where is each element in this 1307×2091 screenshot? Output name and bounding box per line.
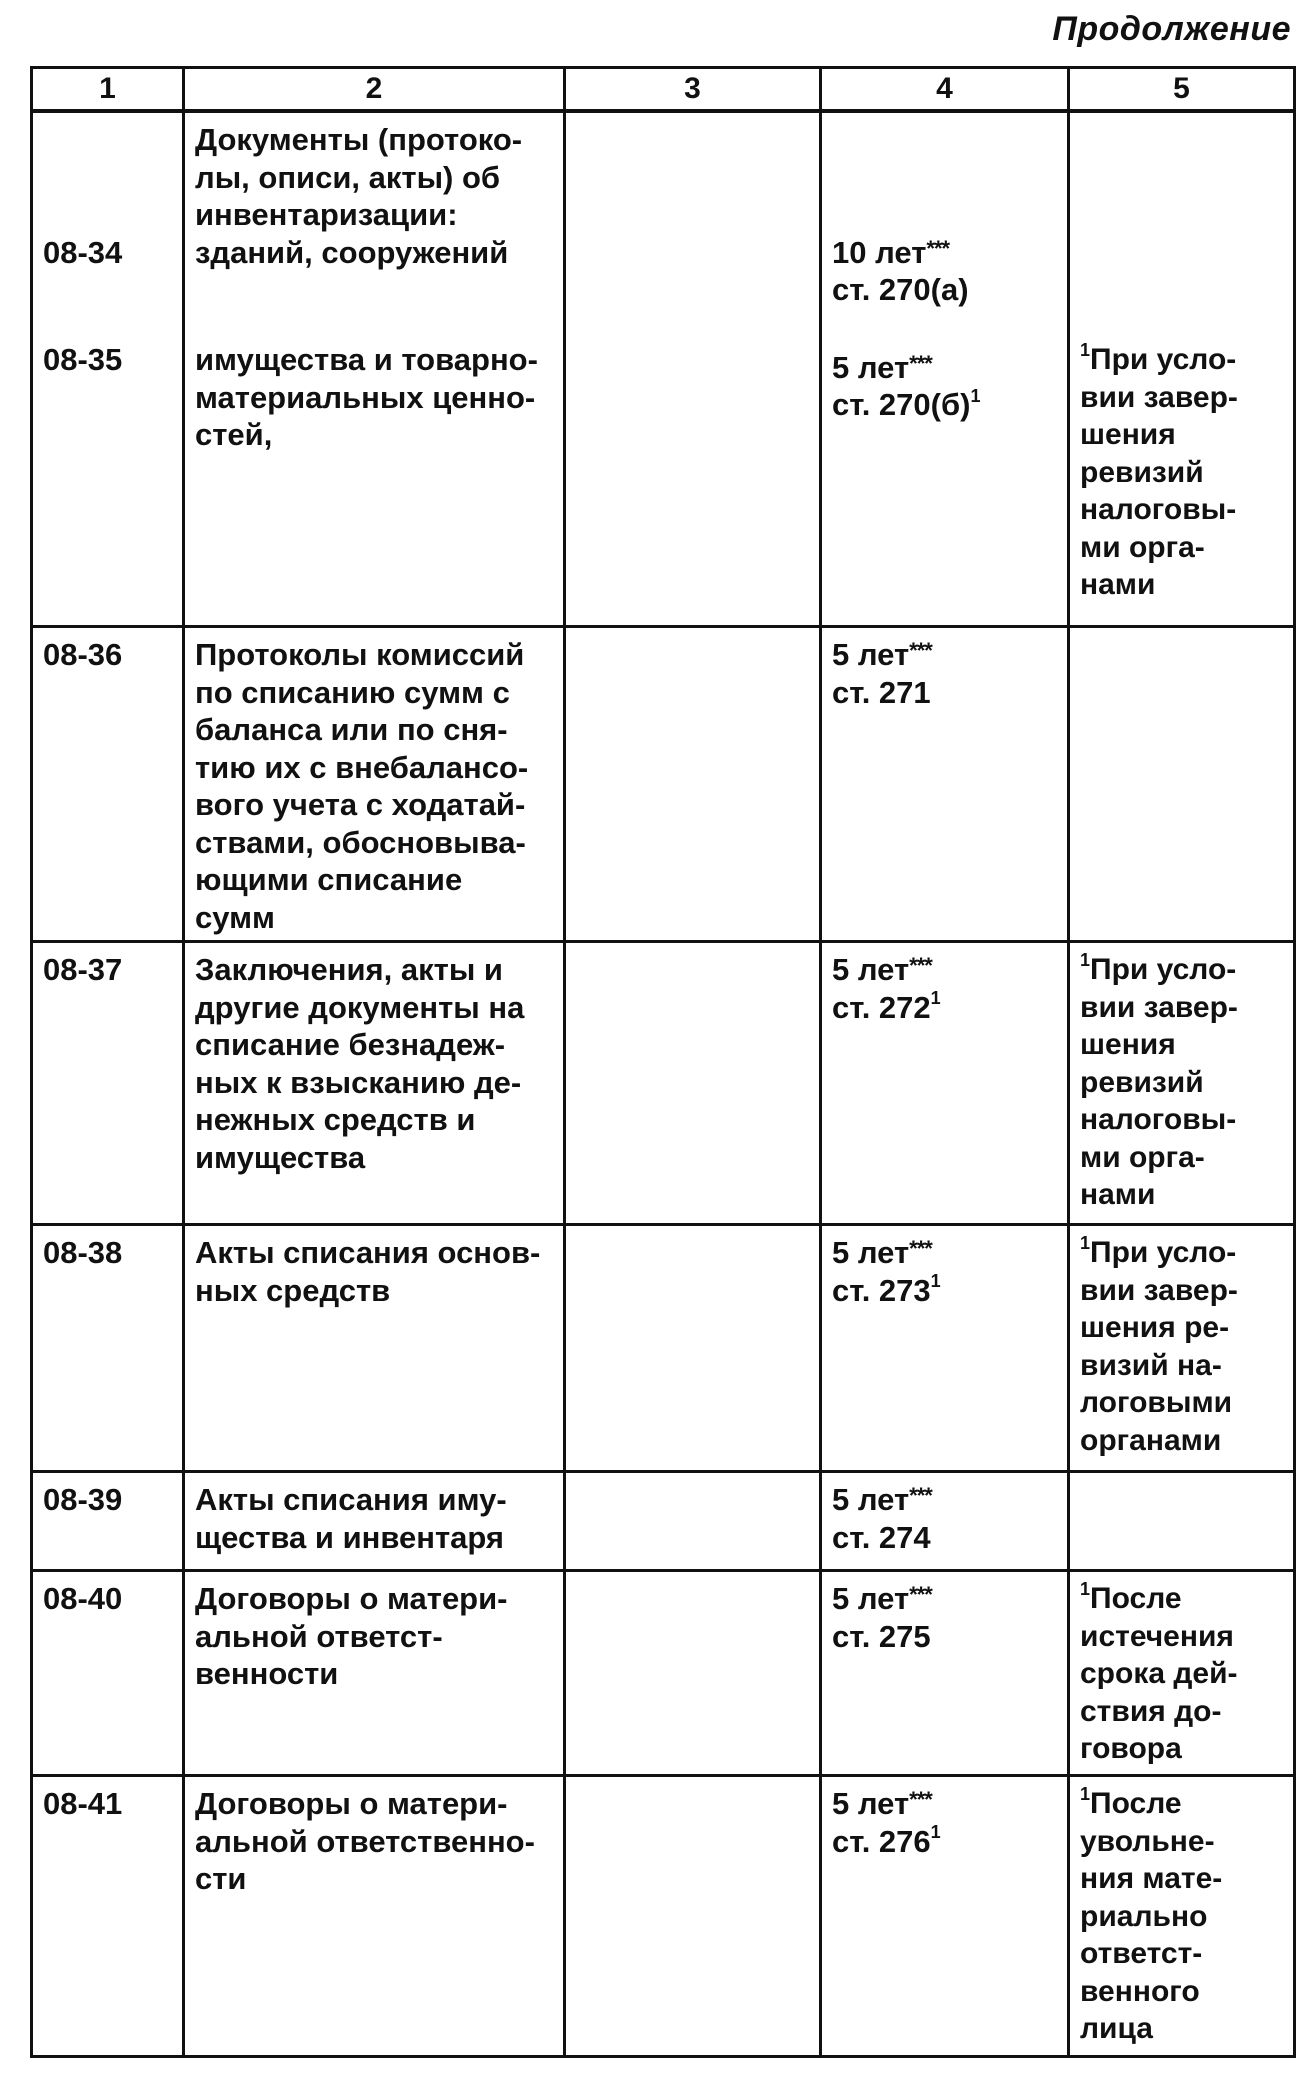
description-line: по списанию сумм с xyxy=(195,674,510,710)
table-row xyxy=(32,627,1295,942)
description-line: сумм xyxy=(195,899,275,935)
document-code: 08-41 xyxy=(43,1786,123,1821)
note-line: шения xyxy=(1080,1028,1176,1061)
note-line: риально xyxy=(1080,1899,1208,1933)
description-line: нежных средств и xyxy=(195,1102,476,1137)
description-line: ных к взысканию де- xyxy=(195,1064,522,1100)
article-reference: ст. $273^1$ xyxy=(832,1271,941,1308)
article-reference: ст. $276^1$ xyxy=(832,1822,941,1859)
document-code: 08-35 xyxy=(43,342,123,377)
code-cell xyxy=(32,942,184,1225)
description-cell xyxy=(184,1571,565,1776)
table-row xyxy=(32,942,1295,1225)
description-line: зданий, сооружений xyxy=(195,234,509,270)
description-line: стей, xyxy=(195,417,273,452)
note-line: ответст- xyxy=(1080,1937,1203,1970)
retention-term: 5 лет*** xyxy=(832,637,932,672)
document-code: 08-37 xyxy=(43,952,123,987)
note-line: лица xyxy=(1080,2012,1153,2045)
footnote-mark: 1 xyxy=(1080,1579,1091,1599)
note-cell xyxy=(1069,627,1295,942)
column-header-1: 1 xyxy=(32,68,184,112)
footnote-mark: 1 xyxy=(930,988,941,1009)
code-cell xyxy=(32,1571,184,1776)
table-row xyxy=(32,1225,1295,1472)
retention-term: 10 лет*** xyxy=(832,234,950,270)
empty-cell xyxy=(565,1472,821,1571)
description-line: Протоколы комиссий xyxy=(195,637,525,672)
retention-term: 5 лет*** xyxy=(832,952,932,987)
note-cell xyxy=(1069,942,1295,1225)
empty-cell xyxy=(565,942,821,1225)
note-line: $^1$После xyxy=(1080,1579,1182,1615)
document-code: 08-34 xyxy=(43,234,123,270)
table-row xyxy=(32,1571,1295,1776)
article-reference: ст. $270(б)^1$ xyxy=(832,385,981,422)
description-line: имущества xyxy=(195,1139,366,1175)
retention-term-cell xyxy=(821,111,1069,627)
description-line: имущества и товарно- xyxy=(195,342,538,377)
retention-table xyxy=(30,66,1296,2058)
document-code: 08-39 xyxy=(43,1482,123,1517)
description-cell xyxy=(184,627,565,942)
code-cell xyxy=(32,111,184,627)
footnote-mark: 1 xyxy=(930,1271,941,1292)
footnote-mark: 1 xyxy=(1080,950,1091,970)
note-line: налоговы- xyxy=(1080,493,1237,526)
empty-cell xyxy=(565,1225,821,1472)
note-line: вии завер- xyxy=(1080,1273,1238,1307)
table-row xyxy=(32,111,1295,627)
retention-term-cell xyxy=(821,942,1069,1225)
note-line: ствия до- xyxy=(1080,1694,1222,1728)
retention-term-cell xyxy=(821,1472,1069,1571)
description-line: Акты списания иму- xyxy=(195,1482,507,1517)
note-line: вии завер- xyxy=(1080,990,1238,1024)
description-cell xyxy=(184,111,565,627)
group-heading-line: лы, описи, акты) об xyxy=(195,159,501,195)
description-line: ных средств xyxy=(195,1272,391,1308)
empty-cell xyxy=(565,1776,821,2057)
note-cell xyxy=(1069,111,1295,627)
note-line: увольне- xyxy=(1080,1824,1215,1858)
description-cell xyxy=(184,1472,565,1571)
note-line: органами xyxy=(1080,1423,1222,1457)
note-line: $^1$При усло- xyxy=(1080,340,1237,376)
footnote-mark: 1 xyxy=(970,385,981,406)
retention-term: 5 лет*** xyxy=(832,1482,932,1517)
description-line: Договоры о матери- xyxy=(195,1786,508,1821)
article-reference: ст. 270(а) xyxy=(832,272,969,307)
continuation-label: Продолжение xyxy=(1052,10,1291,48)
code-cell xyxy=(32,1472,184,1571)
note-line: ревизий xyxy=(1080,1065,1204,1099)
note-line: ми орга- xyxy=(1080,530,1205,564)
description-cell xyxy=(184,1776,565,2057)
note-line: говора xyxy=(1080,1732,1182,1765)
retention-term: 5 лет*** xyxy=(832,349,932,385)
note-line: налоговы- xyxy=(1080,1103,1237,1136)
note-line: $^1$При усло- xyxy=(1080,950,1237,986)
description-line: вого учета с ходатай- xyxy=(195,787,526,822)
description-line: ющими списание xyxy=(195,862,463,897)
document-code: 08-36 xyxy=(43,637,123,672)
footnote-mark: 1 xyxy=(1080,1233,1091,1253)
note-cell xyxy=(1069,1776,1295,2057)
table-row xyxy=(32,1776,1295,2057)
group-heading-line: Документы (протоко- xyxy=(195,122,523,157)
retention-term: 5 лет*** xyxy=(832,1581,932,1616)
note-line: истечения xyxy=(1080,1619,1234,1653)
empty-cell xyxy=(565,627,821,942)
note-cell xyxy=(1069,1225,1295,1472)
note-line: ревизий xyxy=(1080,455,1204,489)
description-line: списание безнадеж- xyxy=(195,1027,506,1062)
description-line: Договоры о матери- xyxy=(195,1581,508,1616)
article-reference: ст. 271 xyxy=(832,674,931,710)
description-line: альной ответст- xyxy=(195,1618,443,1654)
column-header-4: 4 xyxy=(821,68,1069,112)
note-line: шения ре- xyxy=(1080,1311,1230,1344)
description-line: сти xyxy=(195,1861,247,1896)
article-reference: ст. $272^1$ xyxy=(832,988,941,1025)
footnote-mark: 1 xyxy=(930,1822,941,1843)
description-line: Заключения, акты и xyxy=(195,952,503,987)
note-line: срока дей- xyxy=(1080,1657,1238,1690)
empty-cell xyxy=(565,111,821,627)
note-line: $^1$При усло- xyxy=(1080,1233,1237,1269)
column-header-5: 5 xyxy=(1069,68,1295,112)
note-line: венного xyxy=(1080,1974,1200,2008)
document-code: 08-38 xyxy=(43,1235,123,1270)
retention-term-cell xyxy=(821,1776,1069,2057)
note-line: ми орга- xyxy=(1080,1140,1205,1174)
group-heading-line: инвентаризации: xyxy=(195,197,458,232)
description-line: материальных ценно- xyxy=(195,379,536,415)
description-line: щества и инвентаря xyxy=(195,1519,505,1555)
retention-term-cell xyxy=(821,1571,1069,1776)
description-line: альной ответственно- xyxy=(195,1823,535,1859)
column-header-3: 3 xyxy=(565,68,821,112)
column-header-2: 2 xyxy=(184,68,565,112)
note-line: нами xyxy=(1080,1178,1156,1211)
description-cell xyxy=(184,1225,565,1472)
code-cell xyxy=(32,627,184,942)
note-line: $^1$После xyxy=(1080,1784,1182,1820)
retention-term-cell xyxy=(821,627,1069,942)
note-cell xyxy=(1069,1472,1295,1571)
retention-term: 5 лет*** xyxy=(832,1786,932,1821)
note-line: шения xyxy=(1080,418,1176,451)
empty-cell xyxy=(565,1571,821,1776)
article-reference: ст. 274 xyxy=(832,1519,931,1555)
description-line: баланса или по сня- xyxy=(195,712,508,747)
footnote-mark: 1 xyxy=(1080,1784,1091,1804)
note-line: ния мате- xyxy=(1080,1862,1223,1895)
note-line: нами xyxy=(1080,568,1156,601)
note-line: визий на- xyxy=(1080,1348,1222,1382)
code-cell xyxy=(32,1225,184,1472)
description-line: Акты списания основ- xyxy=(195,1235,541,1270)
column-number-row xyxy=(32,68,1295,112)
note-cell xyxy=(1069,1571,1295,1776)
footnote-mark: 1 xyxy=(1080,340,1091,360)
description-line: тию их с внебалансо- xyxy=(195,749,529,785)
note-line: логовыми xyxy=(1080,1386,1233,1419)
description-line: венности xyxy=(195,1656,339,1691)
description-line: ствами, обосновыва- xyxy=(195,824,526,860)
code-cell xyxy=(32,1776,184,2057)
description-cell xyxy=(184,942,565,1225)
document-code: 08-40 xyxy=(43,1581,123,1616)
description-line: другие документы на xyxy=(195,989,525,1025)
retention-term-cell xyxy=(821,1225,1069,1472)
table-row xyxy=(32,1472,1295,1571)
article-reference: ст. 275 xyxy=(832,1618,931,1654)
retention-term: 5 лет*** xyxy=(832,1235,932,1270)
note-line: вии завер- xyxy=(1080,380,1238,414)
